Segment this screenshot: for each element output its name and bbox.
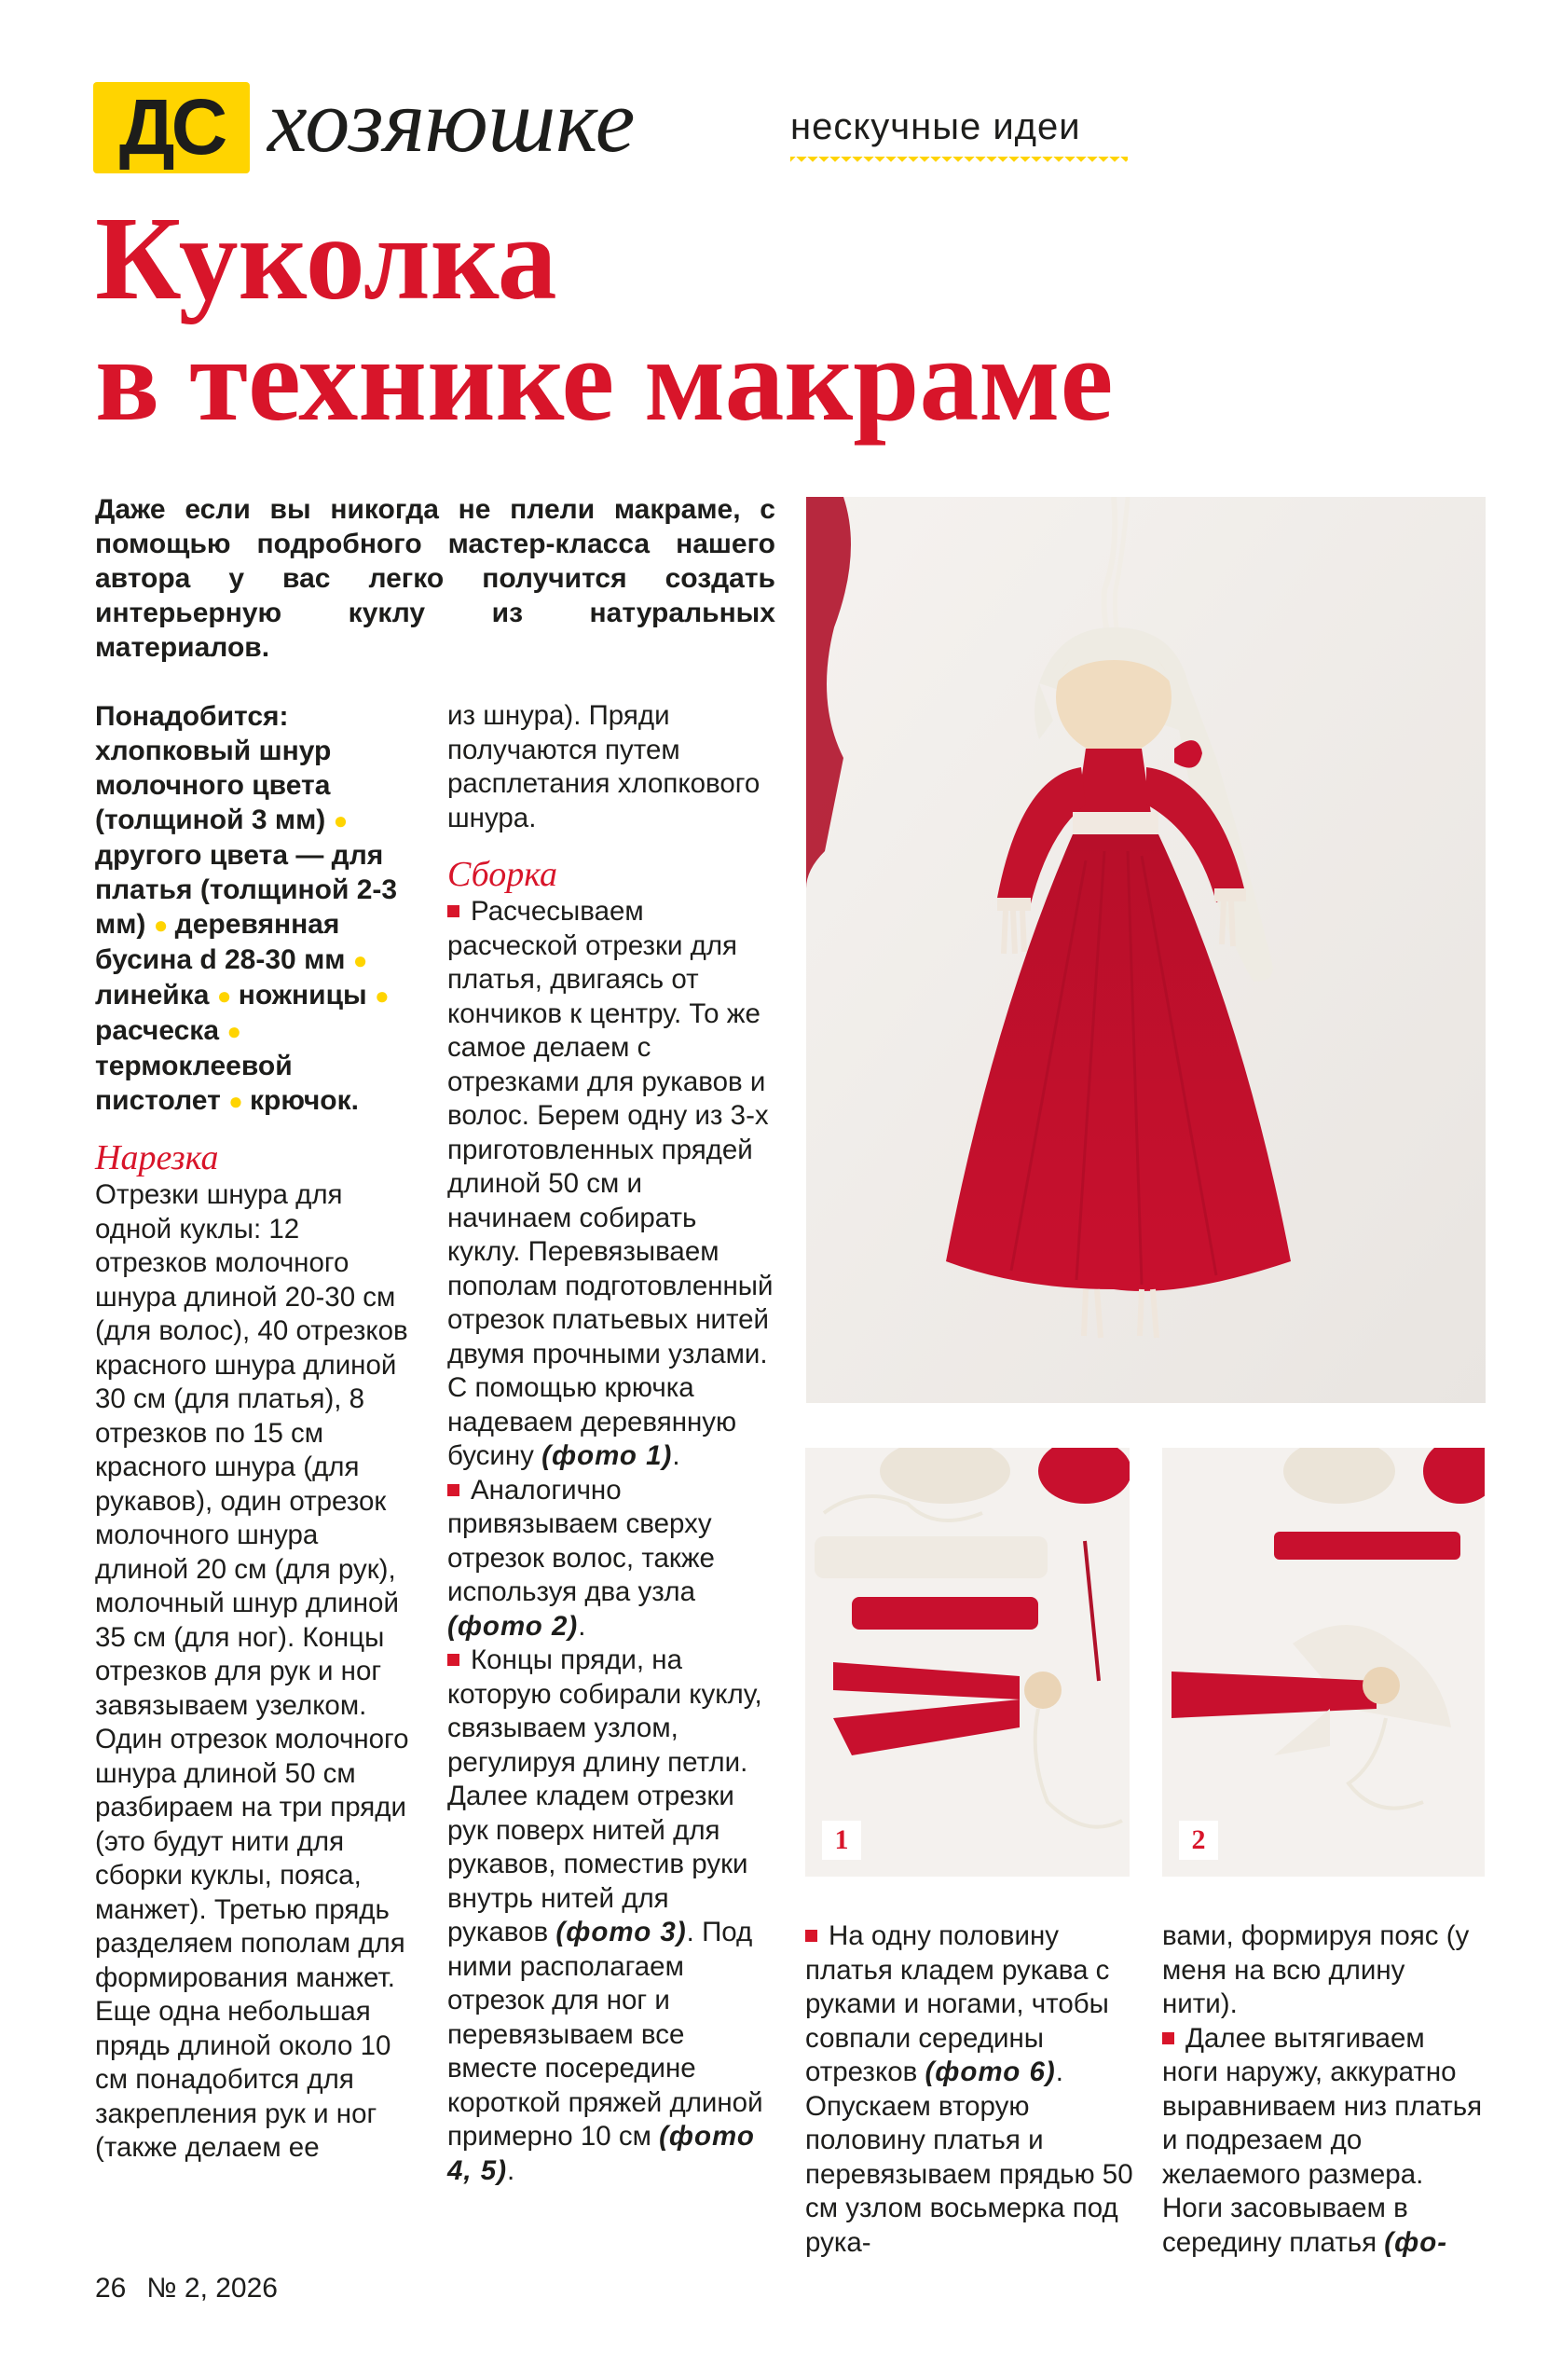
lead-paragraph: Даже если вы никогда не плели макраме, с помощью подробного мастер-класса нашего автора у вас легко получится создать интерьерную куклу из натуральных материалов. xyxy=(95,494,775,663)
photo-reference: (фото 6) xyxy=(925,2057,1056,2087)
square-bullet-icon xyxy=(447,905,459,917)
article-title xyxy=(95,192,1493,446)
rubric-title: хозяюшке xyxy=(267,71,636,171)
assembly-step-1: Расчесываем расческой отрезки для платья, двигаясь от кончиков к центру. То же самое делаем с отрезками для рукавов и волос. Берем одну из 3-х приготовленных прядей длиной 50 см и начинаем собирать куклу. Перевязываем пополам подготовленный отрезок платьевых нитей двумя прочными узлами. С помощью крючка надеваем деревянную бусину (фото 1). xyxy=(447,896,774,1471)
photo-reference: (фото 3) xyxy=(555,1917,687,1947)
section-heading-cutting: Нарезка xyxy=(95,1138,219,1177)
step-text: Опускаем вторую половину платья и перевязываем прядью 50 см узлом восьмерка под рука- xyxy=(805,2090,1133,2258)
material-item: термоклеевой пистолет xyxy=(95,1051,293,1116)
page-footer xyxy=(95,2275,278,2303)
magazine-logo xyxy=(93,82,250,173)
title-line-1: Куколка xyxy=(95,192,557,324)
photo-step-1 xyxy=(805,1448,1130,1877)
zigzag-divider xyxy=(790,157,1128,168)
photo-reference: (фото 4, 5) xyxy=(447,2121,755,2186)
bullet-dot-icon: ● xyxy=(375,982,390,1010)
assembly-step-4-cont: вами, формируя пояс (у меня на всю длину нити). xyxy=(1162,1920,1470,2019)
issue-number: № 2, 2026 xyxy=(146,2273,278,2304)
material-item: крючок. xyxy=(250,1085,359,1116)
bullet-dot-icon: ● xyxy=(228,1087,251,1115)
square-bullet-icon xyxy=(447,1484,459,1496)
square-bullet-icon xyxy=(447,1654,459,1666)
column-3 xyxy=(805,1919,1133,2260)
bullet-dot-icon: ● xyxy=(333,806,349,834)
bullet-dot-icon: ● xyxy=(153,911,175,939)
assembly-step-5 xyxy=(1162,2022,1484,2261)
bullet-dot-icon: ● xyxy=(352,946,368,974)
photo-reference: (фото 2) xyxy=(447,1610,579,1642)
step-text: Расчесываем расческой отрезки для платья, двигаясь от кончиков к центру. То же самое делаем с отрезками для рукавов и волос. Берем одну из 3-х приготовленных прядей длиной 50 см и начинаем собирать куклу. Перевязываем пополам подготовленный отрезок платьевых нитей двумя прочными узлами. С помощью крючка надеваем деревянную бусину xyxy=(447,896,774,1471)
photo-number-badge: 1 xyxy=(822,1821,861,1860)
column-2 xyxy=(447,699,774,2188)
column-1 xyxy=(95,699,417,2166)
assembly-step-4: На одну половину платья кладем рукава с руками и ногами, чтобы совпали середины отрезков (фото 6). Опускаем вторую половину платья и перевязываем прядью 50 см узлом восьмерка под рука- xyxy=(805,1920,1133,2258)
photo-reference: (фо- xyxy=(1384,2226,1448,2258)
material-item: расческа xyxy=(95,1015,220,1046)
photo-finished-doll xyxy=(806,497,1486,1403)
section-heading-assembly: Сборка xyxy=(447,855,558,894)
step-text: Далее вытягиваем ноги наружу, аккуратно выравниваем низ платья и подрезаем до желаемого размера. Ноги засовываем в середину платья xyxy=(1162,2022,1483,2258)
step-text: На одну половину платья кладем рукава с руками и ногами, чтобы совпали середины отрезков xyxy=(805,1920,1110,2087)
step-text: Под ними располагаем отрезок для ног и перевязываем все вместе посередине короткой пряжей длиной примерно 10 см xyxy=(447,1917,763,2152)
logo-text: ДС xyxy=(118,83,225,171)
assembly-step-2: Аналогично привязываем сверху отрезок волос, также используя два узла (фото 2). xyxy=(447,1474,715,1642)
square-bullet-icon xyxy=(1162,2032,1174,2044)
bullet-dot-icon: ● xyxy=(226,1017,242,1045)
material-item: деревянная бусина d 28-30 мм xyxy=(95,909,346,975)
square-bullet-icon xyxy=(805,1930,817,1942)
title-line-2: в технике макраме xyxy=(95,313,1114,446)
doll-illustration xyxy=(806,497,1486,1403)
step-text: Концы пряди, на которую собирали куклу, связываем узлом, регулируя длину петли. Далее кладем отрезки рук поверх нитей для рукавов, поместив руки внутрь нитей для рукавов xyxy=(447,1644,762,1947)
materials-intro: Понадобится: хлопковый шнур молочного цвета (толщиной 3 мм) xyxy=(95,701,332,835)
materials-list xyxy=(95,699,417,1119)
page-number: 26 xyxy=(95,2273,127,2304)
step-1-illustration xyxy=(805,1448,1130,1877)
photo-step-2 xyxy=(1162,1448,1485,1877)
photo-number-badge: 2 xyxy=(1179,1821,1218,1860)
material-item: линейка xyxy=(95,980,210,1011)
rubric-tagline: нескучные идеи xyxy=(790,106,1081,147)
step-2-illustration xyxy=(1162,1448,1485,1877)
continued-text: из шнура). Пряди получаются путем расплетания хлопкового шнура. xyxy=(447,700,760,833)
photo-reference: (фото 1) xyxy=(541,1440,673,1471)
cutting-text: Отрезки шнура для одной куклы: 12 отрезков молочного шнура длиной 20-30 см (для волос), 40 отрезков красного шнура длиной 30 см (для платья), 8 отрезков по 15 см красного шнура (для рукавов), один отрезок молочного шнура длиной 20 см (для рук), молочный шнур длиной 35 см (для ног). Концы отрезков для рук и ног завязываем узелком. Один отрезок молочного шнура длиной 50 см разбираем на три пряди (это будут нити для сборки куклы, пояса, манжет). Третью прядь разделяем пополам для формирования манжет. Еще одна небольшая прядь длиной около 10 см понадобится для закрепления рук и ног (также делаем ее xyxy=(95,1179,409,2163)
material-item: ножницы xyxy=(238,980,367,1011)
column-4 xyxy=(1162,1919,1484,2260)
material-item: другого цвета — для платья (толщиной 2-3 мм) xyxy=(95,840,398,940)
bullet-dot-icon: ● xyxy=(216,982,239,1010)
assembly-step-3: Концы пряди, на которую собирали куклу, связываем узлом, регулируя длину петли. Далее кладем отрезки рук поверх нитей для рукавов, поместив руки внутрь нитей для рукавов (фото 3). Под ними располагаем отрезок для ног и перевязываем все вместе посередине короткой пряжей длиной примерно 10 см (фото 4, 5). xyxy=(447,1644,763,2186)
step-text: Аналогично привязываем сверху отрезок волос, также используя два узла xyxy=(447,1474,715,1607)
